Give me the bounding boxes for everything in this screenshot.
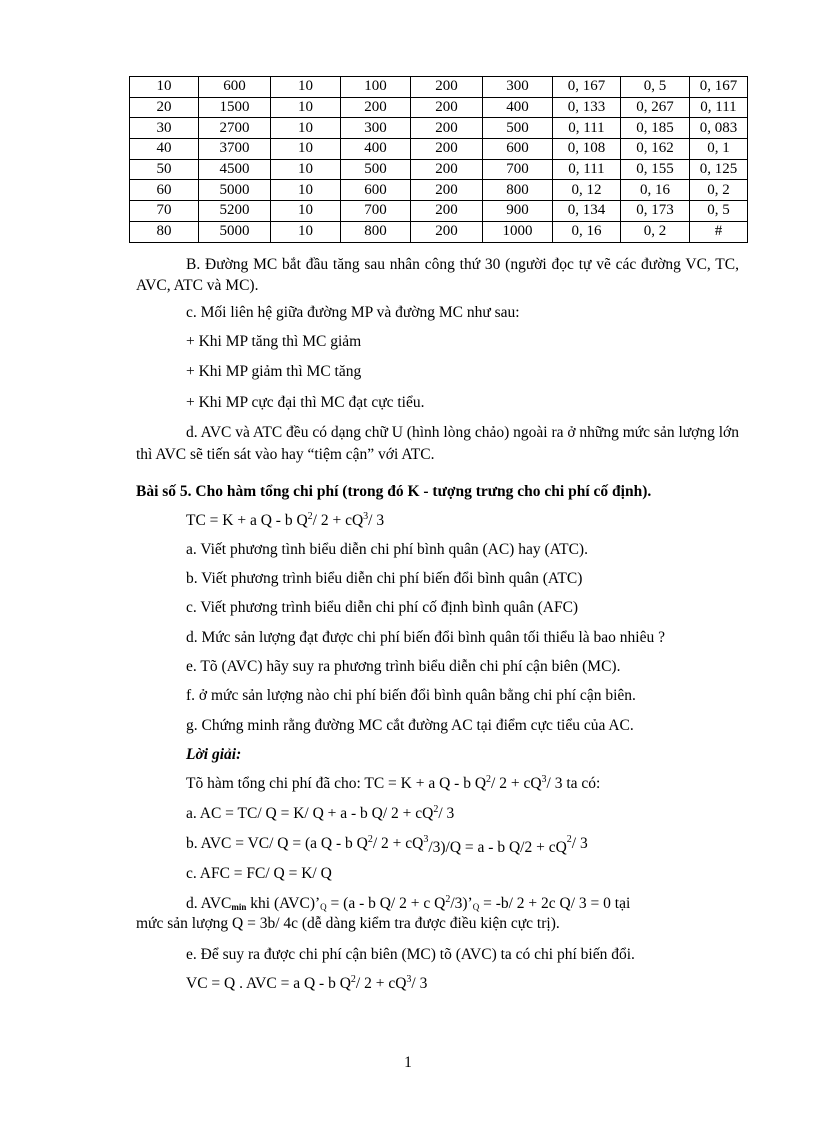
- table-cell: 5200: [199, 201, 271, 222]
- table-cell: 10: [130, 77, 199, 98]
- table-cell: 0, 267: [621, 97, 690, 118]
- table-row: [130, 77, 748, 98]
- vc-formula: VC = Q . AVC = a Q - b $Q^2/$ $2 + cQ^3/$ 3: [186, 974, 428, 992]
- table-cell: 0, 133: [553, 97, 621, 118]
- table-cell: 700: [483, 159, 553, 180]
- table-cell: 0, 173: [621, 201, 690, 222]
- table-cell: 0, 111: [553, 118, 621, 139]
- table-cell: 0, 1: [690, 139, 748, 160]
- question-d: d. Mức sản lượng đạt được chi phí biến đổi bình quân tối thiểu là bao nhiêu ?: [186, 629, 665, 646]
- question-c: c. Viết phương trình biểu diễn chi phí cố định bình quân (AFC): [186, 599, 579, 616]
- solution-label: Lời giải:: [186, 746, 242, 763]
- table-cell: 200: [411, 180, 483, 201]
- table-cell: 300: [341, 118, 411, 139]
- table-row: [130, 139, 748, 160]
- table-cell: 900: [483, 201, 553, 222]
- table-cell: 0, 2: [621, 221, 690, 242]
- solution-c: c. AFC = FC/ Q = K/ Q: [186, 865, 332, 882]
- solution-b: b. AVC = VC/ Q = (a Q - b $Q^2/$ $2 + cQ^3/3)/Q = a - b$ $Q/2 + cQ^2/$ 3: [186, 834, 588, 856]
- bullet-mp-max: + Khi MP cực đại thì MC đạt cực tiểu.: [186, 394, 425, 411]
- table-row: [130, 201, 748, 222]
- table-cell: 10: [271, 139, 341, 160]
- table-cell: 0, 12: [553, 180, 621, 201]
- table-cell: 30: [130, 118, 199, 139]
- table-cell: 5000: [199, 221, 271, 242]
- table-cell: 200: [411, 221, 483, 242]
- bullet-mp-increase: + Khi MP tăng thì MC giảm: [186, 333, 362, 350]
- table-cell: 10: [271, 159, 341, 180]
- question-e: e. Tõ (AVC) hãy suy ra phương trình biểu diễn chi phí cận biên (MC).: [186, 658, 621, 675]
- solution-intro: Tõ hàm tổng chi phí đã cho: TC = K + a Q - b $Q^2/$ $2 + cQ^3/$ 3 ta có:: [186, 774, 601, 792]
- table-cell: 800: [341, 221, 411, 242]
- table-cell: 0, 185: [621, 118, 690, 139]
- table-cell: 0, 167: [690, 77, 748, 98]
- question-f: f. ở mức sản lượng nào chi phí biến đổi bình quân bằng chi phí cận biên.: [186, 687, 636, 704]
- table-cell: 500: [483, 118, 553, 139]
- para-d: d. AVC và ATC đều có dạng chữ U (hình lòng chảo) ngoài ra ở những mức sản lượng lớn thì AVC sẽ tiến sát vào hay “tiệm cận” với ATC.: [136, 424, 739, 463]
- table-cell: 0, 155: [621, 159, 690, 180]
- table-cell: 200: [411, 139, 483, 160]
- table-cell: 0, 108: [553, 139, 621, 160]
- table-cell: 0, 167: [553, 77, 621, 98]
- page-number: 1: [404, 1054, 412, 1071]
- solution-e: e. Để suy ra được chi phí cận biên (MC) tõ (AVC) ta có chi phí biến đổi.: [186, 946, 635, 963]
- table-cell: 10: [271, 77, 341, 98]
- table-cell: 300: [483, 77, 553, 98]
- table-cell: 200: [411, 159, 483, 180]
- table-cell: 5000: [199, 180, 271, 201]
- table-cell: 0, 2: [690, 180, 748, 201]
- table-cell: 200: [341, 97, 411, 118]
- para-c: c. Mối liên hệ giữa đường MP và đường MC như sau:: [186, 304, 520, 321]
- table-cell: 10: [271, 201, 341, 222]
- table-cell: 0, 111: [553, 159, 621, 180]
- table-cell: 40: [130, 139, 199, 160]
- table-cell: 400: [483, 97, 553, 118]
- solution-a: a. AC = TC/ Q = K/ Q + a - b Q/ $2 + cQ^2/$ 3: [186, 804, 455, 822]
- tc-formula: TC = K + a Q - b $Q^2/$ $2 + cQ^3/$ 3: [186, 511, 385, 529]
- table-cell: 10: [271, 180, 341, 201]
- table-cell: 2700: [199, 118, 271, 139]
- table-cell: 50: [130, 159, 199, 180]
- table-cell: 0, 162: [621, 139, 690, 160]
- question-g: g. Chứng minh rằng đường MC cắt đường AC tại điểm cực tiểu của AC.: [186, 717, 634, 734]
- table-cell: 600: [341, 180, 411, 201]
- table-cell: 0, 111: [690, 97, 748, 118]
- table-cell: 700: [341, 201, 411, 222]
- table-cell: 500: [341, 159, 411, 180]
- table-cell: #: [690, 221, 748, 242]
- solution-d-line2: mức sản lượng Q = 3b/ 4c (dễ dàng kiểm tra được điều kiện cực trị).: [136, 915, 560, 932]
- table-cell: 4500: [199, 159, 271, 180]
- table-cell: 600: [199, 77, 271, 98]
- table-cell: 0, 16: [621, 180, 690, 201]
- table-cell: 10: [271, 221, 341, 242]
- question-a: a. Viết phương tình biểu diễn chi phí bình quân (AC) hay (ATC).: [186, 541, 588, 558]
- table-cell: 0, 5: [690, 201, 748, 222]
- table-cell: 600: [483, 139, 553, 160]
- table-cell: 1500: [199, 97, 271, 118]
- table-cell: 200: [411, 201, 483, 222]
- solution-d-line1: d. $AVC_{min}$ khi $(AVC)’_Q = (a - b$ Q/ 2 + c $Q^2/3)’_Q = -b/$ 2 + 2c Q/ 3 = 0 tại: [186, 894, 631, 912]
- table-cell: 3700: [199, 139, 271, 160]
- table-row: [130, 97, 748, 118]
- table-cell: 0, 125: [690, 159, 748, 180]
- exercise-title: Bài số 5. Cho hàm tổng chi phí (trong đó K - tượng trưng cho chi phí cố định).: [136, 483, 652, 500]
- table-cell: 400: [341, 139, 411, 160]
- bullet-mp-decrease: + Khi MP giảm thì MC tăng: [186, 363, 362, 380]
- table-cell: 0, 5: [621, 77, 690, 98]
- table-cell: 10: [271, 97, 341, 118]
- table-cell: 200: [411, 77, 483, 98]
- table-cell: 80: [130, 221, 199, 242]
- table-cell: 100: [341, 77, 411, 98]
- table-row: [130, 159, 748, 180]
- table-cell: 0, 083: [690, 118, 748, 139]
- table-cell: 200: [411, 97, 483, 118]
- table-cell: 800: [483, 180, 553, 201]
- table-cell: 60: [130, 180, 199, 201]
- table-cell: 70: [130, 201, 199, 222]
- table-row: [130, 221, 748, 242]
- cost-table: [129, 76, 748, 243]
- table-cell: 1000: [483, 221, 553, 242]
- table-cell: 20: [130, 97, 199, 118]
- question-b: b. Viết phương trình biểu diễn chi phí biến đổi bình quân (ATC): [186, 570, 583, 587]
- table-cell: 0, 16: [553, 221, 621, 242]
- table-cell: 200: [411, 118, 483, 139]
- table-cell: 0, 134: [553, 201, 621, 222]
- table-row: [130, 118, 748, 139]
- table-row: [130, 180, 748, 201]
- para-b: B. Đường MC bắt đầu tăng sau nhân công thứ 30 (người đọc tự vẽ các đường VC, TC, AVC, ATC và MC).: [136, 256, 739, 294]
- table-cell: 10: [271, 118, 341, 139]
